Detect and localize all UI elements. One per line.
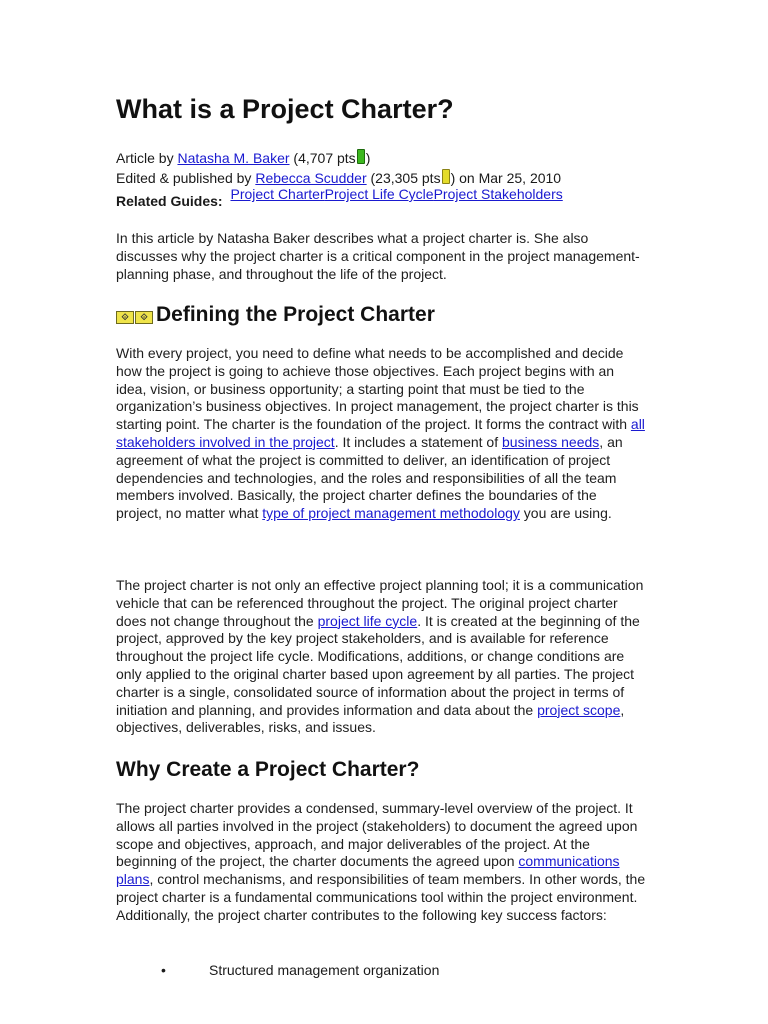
body-paragraph xyxy=(116,800,646,925)
inline-link[interactable]: type of project management methodology xyxy=(262,505,520,522)
paragraph-text: With every project, you need to define what needs to be accomplished and decide how the project is going to achieve those objectives. Each project begins with an idea, vision, or business opportunity; a starting point that must be tied to the organization’s business objectives. In project management, the project charter is this starting point. The charter is the foundation of the project. It forms the contract with xyxy=(116,345,639,433)
inline-link[interactable]: communications plans xyxy=(116,853,620,888)
tag-icon: ⟐ xyxy=(135,311,153,324)
paragraph-text: . It is created at the beginning of the project, approved by the key project stakeholders, and is available for reference throughout the project life cycle. Modifications, additions, or change conditions are only applied to the original charter based upon agreement by all parties. The project charter is a single, consolidated source of information about the project in terms of initiation and planning, and provides information and data about the xyxy=(116,612,640,718)
edited-date: ) on Mar 25, 2010 xyxy=(450,170,562,186)
author-points: (4,707 pts xyxy=(293,150,356,166)
section-heading xyxy=(116,302,435,327)
editor-link[interactable]: Rebecca Scudder xyxy=(255,170,367,186)
inline-link[interactable]: project life cycle xyxy=(317,612,418,629)
article-title: What is a Project Charter? xyxy=(116,94,454,124)
body-paragraph xyxy=(116,345,646,523)
paragraph-text: , objectives, deliverables, risks, and issues. xyxy=(116,701,625,736)
byline xyxy=(116,148,370,168)
related-guides-list xyxy=(230,186,562,202)
bullet-icon: • xyxy=(161,962,166,978)
list-item-text: Structured management organization xyxy=(209,962,440,978)
paragraph-text: The project charter is not only an effective project planning tool; it is a communication vehicle that can be referenced throughout the project. The original project charter does not change throughout the xyxy=(116,577,644,629)
success-factors-list xyxy=(116,961,439,979)
intro-paragraph: In this article by Natasha Baker describes what a project charter is. She also discusses why the project charter is a critical component in the project management-planning phase, and throughout the life of the project. xyxy=(116,230,640,282)
inline-link[interactable]: all stakeholders involved in the project xyxy=(116,416,645,450)
section-heading: Why Create a Project Charter? xyxy=(116,758,420,781)
editor-points: (23,305 pts xyxy=(370,170,441,186)
inline-link[interactable]: project scope xyxy=(537,701,621,718)
author-points-close: ) xyxy=(365,150,371,166)
edited-by xyxy=(116,168,561,188)
body-paragraph xyxy=(116,577,646,737)
related-guide-link[interactable]: Project Stakeholders xyxy=(433,186,563,202)
tag-icon: ⟐ xyxy=(116,311,134,324)
paragraph-text: , control mechanisms, and responsibilities of team members. In other words, the project charter is a fundamental communications tool within the project environment. Additionally, the project charter contributes to the following key success factors: xyxy=(116,871,646,923)
heading-decoration xyxy=(116,302,154,326)
related-guides-label: Related Guides: xyxy=(116,193,223,209)
paragraph-text: The project charter provides a condensed, summary-level overview of the project. It allows all parties involved in the project (stakeholders) to document the agreed upon scope and objectives, approach, and major deliverables of the project. At the beginning of the project, the charter documents the agreed upon xyxy=(116,800,638,870)
points-badge-icon xyxy=(442,169,450,184)
paragraph-text: you are using. xyxy=(519,505,612,522)
paragraph-text: , an agreement of what the project is committed to deliver, an identification of project dependencies and technologies, and the roles and responsibilities of all the team members involved. Basically, the project charter defines the boundaries of the project, no matter what xyxy=(116,433,623,522)
related-guide-link[interactable]: Project Charter xyxy=(230,186,325,202)
paragraph-text: . It includes a statement of xyxy=(334,433,502,450)
points-badge-icon xyxy=(357,149,365,164)
author-link[interactable]: Natasha M. Baker xyxy=(177,150,290,166)
related-guides xyxy=(116,188,563,208)
list-item xyxy=(116,961,439,979)
inline-link[interactable]: business needs xyxy=(502,433,600,450)
byline-prefix: Article by xyxy=(116,150,174,166)
related-guide-link[interactable]: Project Life Cycle xyxy=(324,186,434,202)
section-heading-text: Defining the Project Charter xyxy=(156,303,435,326)
edited-prefix: Edited & published by xyxy=(116,170,252,186)
